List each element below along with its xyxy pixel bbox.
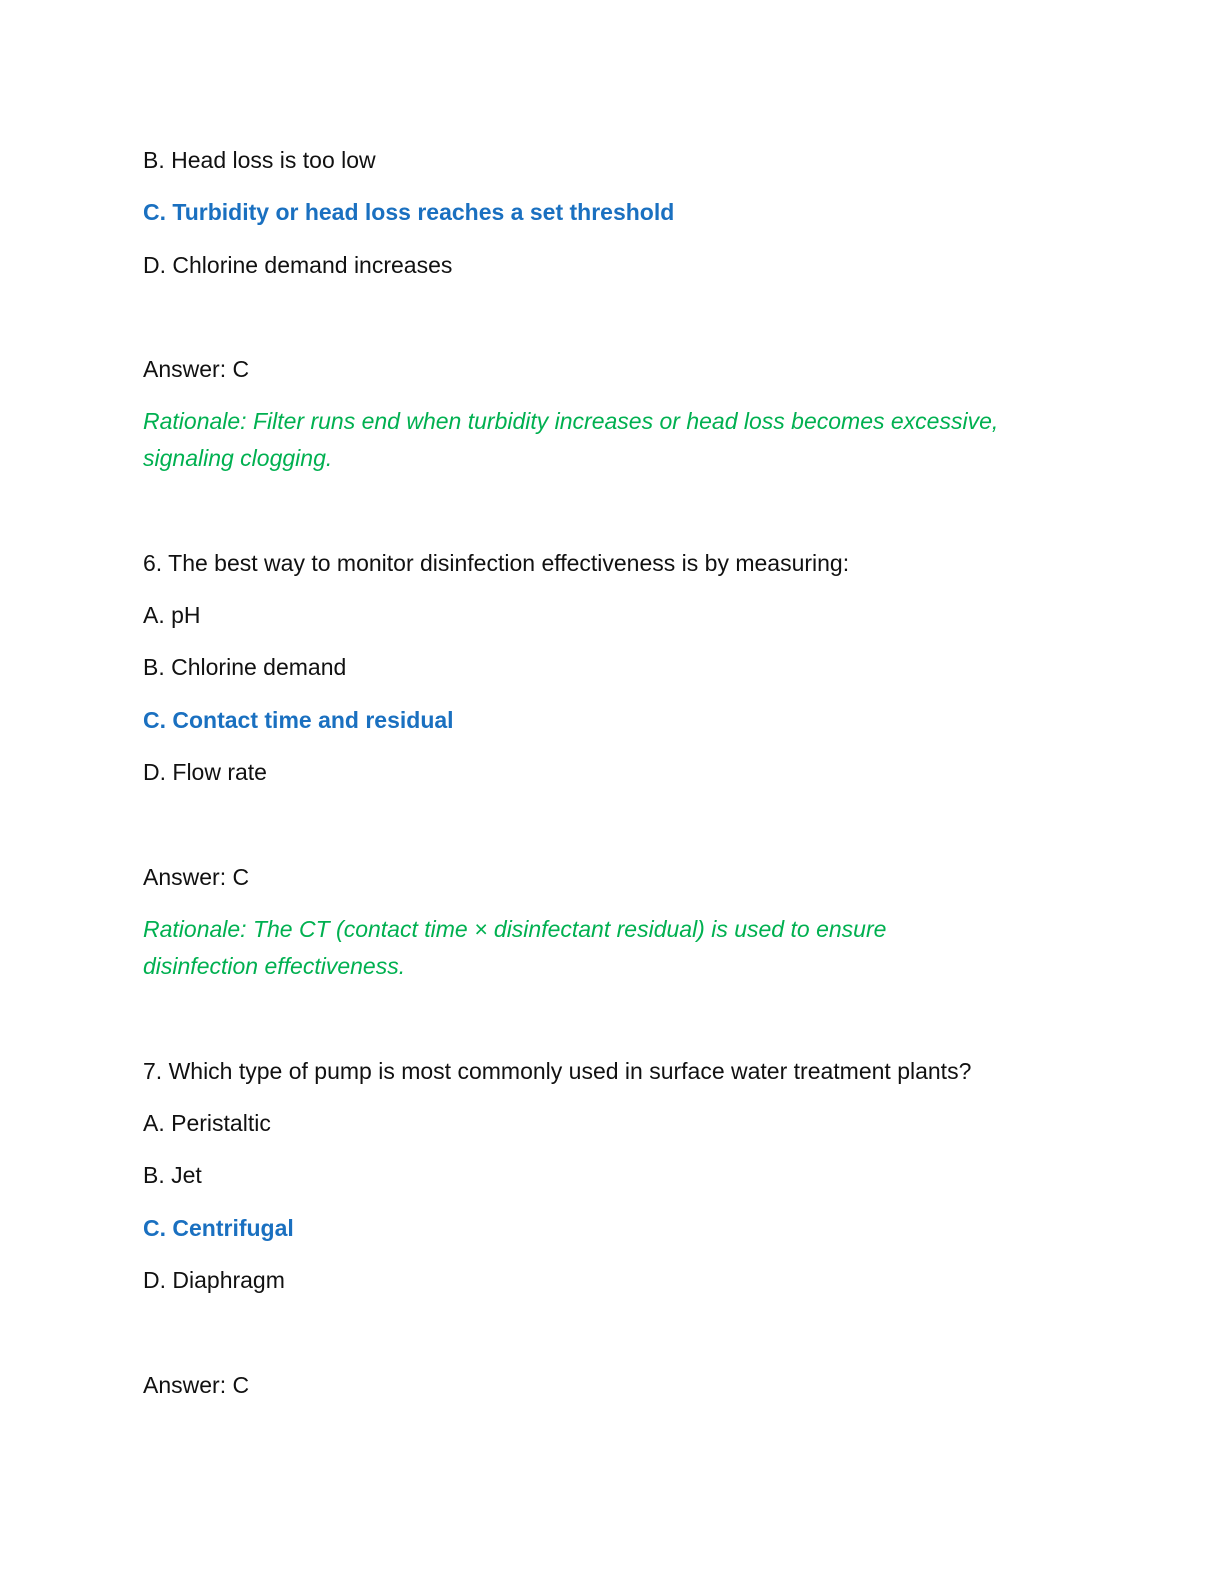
q6-rationale-line-1: Rationale: The CT (contact time × disinfectant residual) is used to ensure bbox=[143, 916, 887, 942]
q6-question: 6. The best way to monitor disinfection effectiveness is by measuring: bbox=[143, 550, 850, 576]
q5-option-d: D. Chlorine demand increases bbox=[143, 252, 453, 278]
q6-rationale-line-2: disinfection effectiveness. bbox=[143, 953, 406, 979]
q7-option-d: D. Diaphragm bbox=[143, 1267, 285, 1293]
q5-option-b: B. Head loss is too low bbox=[143, 147, 376, 173]
q7-answer: Answer: C bbox=[143, 1372, 250, 1398]
q5-answer: Answer: C bbox=[143, 356, 250, 382]
q6-option-b: B. Chlorine demand bbox=[143, 654, 347, 680]
q5-rationale-line-2: signaling clogging. bbox=[143, 445, 333, 471]
q6-answer: Answer: C bbox=[143, 864, 250, 890]
q7-option-c-correct: C. Centrifugal bbox=[143, 1215, 294, 1241]
q7-question: 7. Which type of pump is most commonly used in surface water treatment plants? bbox=[143, 1058, 972, 1084]
q6-option-c-correct: C. Contact time and residual bbox=[143, 707, 454, 733]
q5-option-c-correct: C. Turbidity or head loss reaches a set threshold bbox=[143, 199, 675, 225]
q7-option-a: A. Peristaltic bbox=[143, 1110, 271, 1136]
q6-option-a: A. pH bbox=[143, 602, 201, 628]
q6-option-d: D. Flow rate bbox=[143, 759, 267, 785]
q5-rationale-line-1: Rationale: Filter runs end when turbidity increases or head loss becomes excessive, bbox=[143, 408, 999, 434]
q7-option-b: B. Jet bbox=[143, 1162, 202, 1188]
